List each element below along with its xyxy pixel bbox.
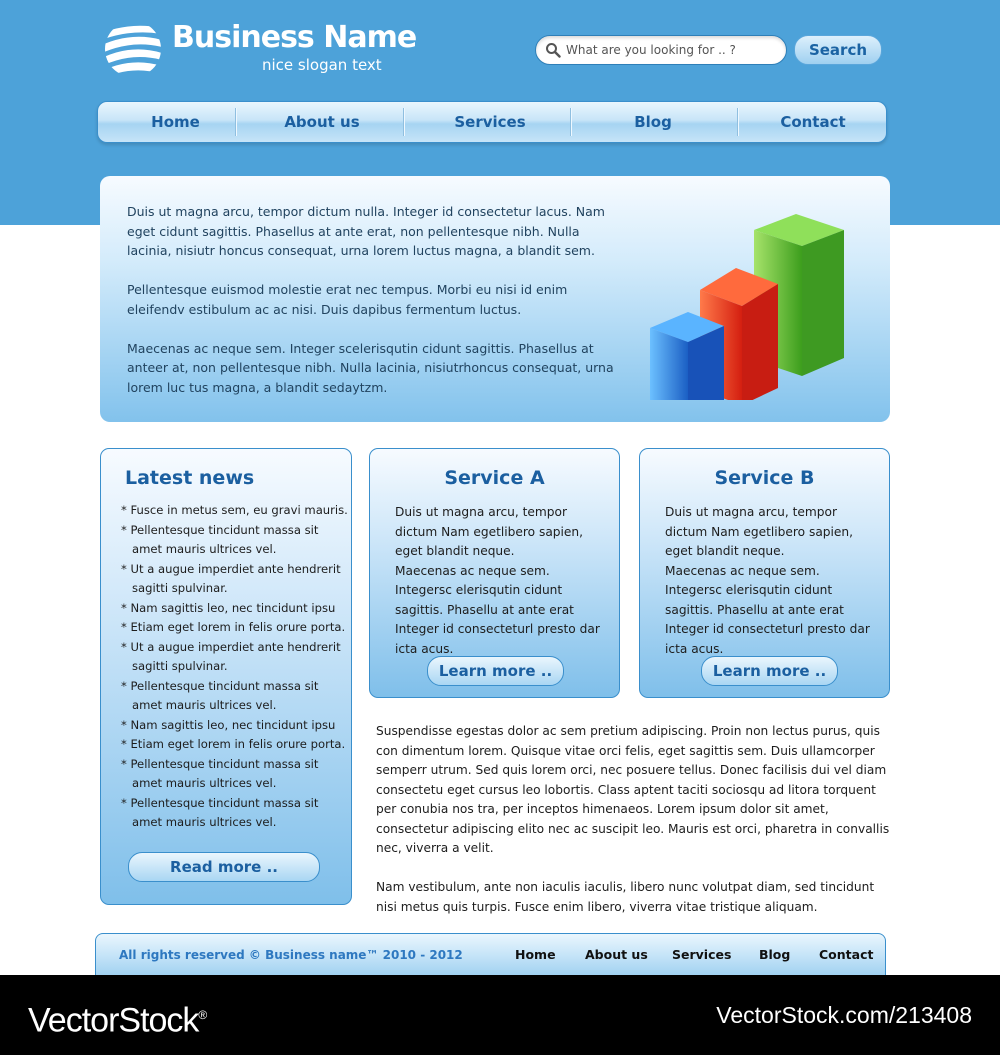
hero-panel [100, 176, 890, 422]
search-input[interactable] [566, 36, 776, 64]
service-a-paragraph: Duis ut magna arcu, tempor dictum Nam egetlibero sapien, eget blandit neque. [395, 505, 584, 558]
news-item[interactable]: * Ut a augue imperdiet ante hendrerit sagitti spulvinar. [121, 639, 341, 673]
watermark-logo [28, 975, 206, 1060]
nav-divider [737, 108, 739, 136]
news-item[interactable]: * Pellentesque tincidunt massa sit amet mauris ultrices vel. [121, 678, 319, 712]
footer-link-services[interactable]: Services [672, 947, 732, 962]
nav-divider [235, 108, 237, 136]
search-box [535, 35, 787, 65]
watermark-url: VectorStock.com/213408 [716, 1002, 972, 1028]
globe-logo-icon[interactable] [104, 20, 162, 78]
brand-name[interactable]: Business Name [172, 20, 417, 55]
news-list [121, 501, 351, 833]
nav-divider [570, 108, 572, 136]
footer-bar [95, 933, 886, 977]
hero-paragraph: Duis ut magna arcu, tempor dictum nulla. Integer id consectetur lacus. Nam eget cidunt sagittis. Phasellus at ante erat, non pellentesque nibh. Nulla lacinia, nisiutr honcus consequat, urna lorem luctus magna, a blandit sem. [127, 204, 605, 258]
read-more-button[interactable]: Read more .. [128, 852, 320, 882]
footer-link-about-us[interactable]: About us [585, 947, 648, 962]
news-item[interactable]: * Ut a augue imperdiet ante hendrerit sagitti spulvinar. [121, 561, 341, 595]
watermark-registered-mark: ® [198, 1008, 207, 1022]
main-paragraph: Suspendisse egestas dolor ac sem pretium adipiscing. Proin non lectus purus, quis con dimentum lorem. Quisque vitae orci felis, eget sagittis sem. Duis ullamcorper semperr utrum. Sed quis lorem orci, nec posuere tellus. Donec facilisis dui vel diam consectetu eget cursus leo lobortis. Class aptent taciti sociosqu ad litora torquent per conubia nos tra, per inceptos himenaeos. Lorem ipsum dolor sit amet, consectetur adipiscing elito nec ac suscipit leo. Mauris est orci, pharetra in convallis nec, viverra a velit. [376, 724, 890, 855]
service-a-paragraph: Maecenas ac neque sem. Integersc elerisqutin cidunt sagittis. Phasellu at ante erat Integer id consecteturl presto dar icta acus. [395, 563, 600, 656]
watermark-bar [0, 975, 1000, 1055]
nav-services[interactable]: Services [454, 113, 526, 131]
news-item[interactable]: * Pellentesque tincidunt massa sit amet mauris ultrices vel. [121, 756, 319, 790]
footer-link-contact[interactable]: Contact [819, 947, 874, 962]
nav-divider [403, 108, 405, 136]
footer-link-blog[interactable]: Blog [759, 947, 791, 962]
search-icon [545, 42, 561, 58]
service-b-title: Service B [714, 467, 815, 489]
news-item[interactable]: * Pellentesque tincidunt massa sit amet mauris ultrices vel. [121, 795, 319, 829]
nav-contact[interactable]: Contact [780, 113, 846, 131]
service-b-paragraph: Duis ut magna arcu, tempor dictum Nam egetlibero sapien, eget blandit neque. [665, 505, 854, 558]
news-item[interactable]: * Pellentesque tincidunt massa sit amet mauris ultrices vel. [121, 522, 319, 556]
hero-paragraph: Pellentesque euismod molestie erat nec tempus. Morbi eu nisi id enim eleifendv estibulum ac ac nisi. Duis dapibus fermentum luctus. [127, 282, 568, 317]
service-b-learn-more-button[interactable]: Learn more .. [701, 656, 838, 686]
service-a-title: Service A [444, 467, 545, 489]
nav-about-us[interactable]: About us [284, 113, 360, 131]
service-a-learn-more-button[interactable]: Learn more .. [427, 656, 564, 686]
news-item[interactable]: * Nam sagittis leo, nec tincidunt ipsu [121, 600, 336, 615]
footer-link-home[interactable]: Home [515, 947, 556, 962]
hero-text [127, 202, 622, 417]
footer-copyright: All rights reserved © Business name™ 2010 - 2012 [119, 948, 463, 962]
news-item[interactable]: * Etiam eget lorem in felis orure porta. [121, 737, 346, 751]
search-button[interactable]: Search [794, 35, 882, 65]
news-item[interactable]: * Fusce in metus sem, eu gravi mauris. [121, 503, 348, 517]
news-item[interactable]: * Nam sagittis leo, nec tincidunt ipsu [121, 717, 336, 732]
brand-slogan: nice slogan text [262, 56, 382, 74]
nav-blog[interactable]: Blog [634, 113, 672, 131]
service-a-text [395, 503, 610, 659]
nav-home[interactable]: Home [151, 113, 200, 131]
latest-news-panel [100, 448, 352, 905]
news-item[interactable]: * Etiam eget lorem in felis orure porta. [121, 620, 346, 634]
watermark-logo-text: VectorStock [28, 1001, 199, 1040]
main-content-text [376, 722, 891, 937]
service-a-panel [369, 448, 620, 698]
hero-paragraph: Maecenas ac neque sem. Integer scelerisqutin cidunt sagittis. Phasellus at anteer at, non pellentesque nibh. Nulla lacinia, nisiutrhoncus consequat, urna lorem luc tus magna, a blandit sedaytzm. [127, 340, 614, 395]
service-b-panel [639, 448, 890, 698]
main-paragraph: Nam vestibulum, ante non iaculis iaculis, libero nunc volutpat diam, sed tincidunt nisi metus quis turpis. Fusce enim libero, viverra vitae tristique aliquam. [376, 880, 875, 914]
service-b-text [665, 503, 880, 659]
main-nav [97, 101, 887, 143]
service-b-paragraph: Maecenas ac neque sem. Integersc elerisqutin cidunt sagittis. Phasellu at ante erat Integer id consecteturl presto dar icta acus. [665, 563, 870, 656]
news-title: Latest news [125, 467, 255, 489]
bar-chart-icon [648, 200, 848, 400]
